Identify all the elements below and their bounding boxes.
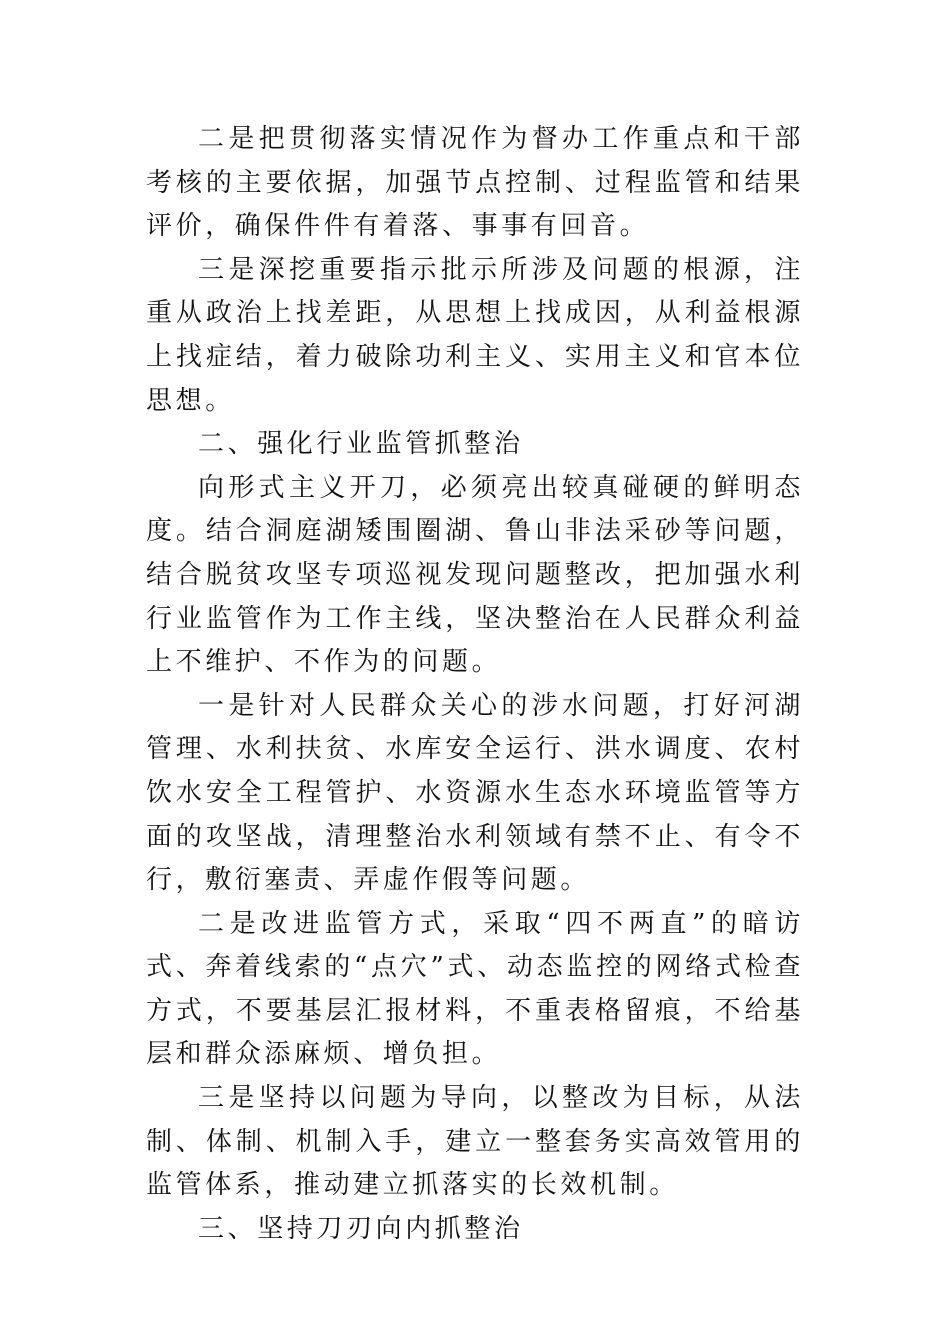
section-heading-industry-supervision: 二、强化行业监管抓整治	[198, 429, 524, 460]
paragraph-formalism: 向形式主义开刀，必须亮出较真碰硬的鲜明态度。结合洞庭湖矮围圈湖、鲁山非法采砂等问题，结合脱贫攻坚专项巡视发现问题整改，把加强水利行业监管作为工作主线，坚决整治在人民群众利益上不维护、不作为的问题。	[146, 472, 804, 678]
document-body	[146, 118, 804, 1251]
paragraph-root-causes: 三是深挖重要指示批示所涉及问题的根源，注重从政治上找差距，从思想上找成因，从利益根源上找症结，着力破除功利主义、实用主义和官本位思想。	[146, 254, 804, 416]
paragraph-supervision-focus: 二是把贯彻落实情况作为督办工作重点和干部考核的主要依据，加强节点控制、过程监管和结果评价，确保件件有着落、事事有回音。	[146, 124, 804, 242]
paragraph-water-issues: 一是针对人民群众关心的涉水问题，打好河湖管理、水利扶贫、水库安全运行、洪水调度、农村饮水安全工程管护、水资源水生态水环境监管等方面的攻坚战，清理整治水利领域有禁不止、有令不行，敷衍塞责、弄虚作假等问题。	[146, 690, 804, 896]
paragraph-problem-oriented: 三是坚持以问题为导向，以整改为目标，从法制、体制、机制入手，建立一整套务实高效管用的监管体系，推动建立抓落实的长效机制。	[146, 1083, 804, 1201]
paragraph-supervision-methods: 二是改进监管方式，采取“四不两直”的暗访式、奔着线索的“点穴”式、动态监控的网络式检查方式，不要基层汇报材料，不重表格留痕，不给基层和群众添麻烦、增负担。	[146, 908, 804, 1070]
section-heading-internal-rectification: 三、坚持刀刃向内抓整治	[198, 1213, 524, 1244]
